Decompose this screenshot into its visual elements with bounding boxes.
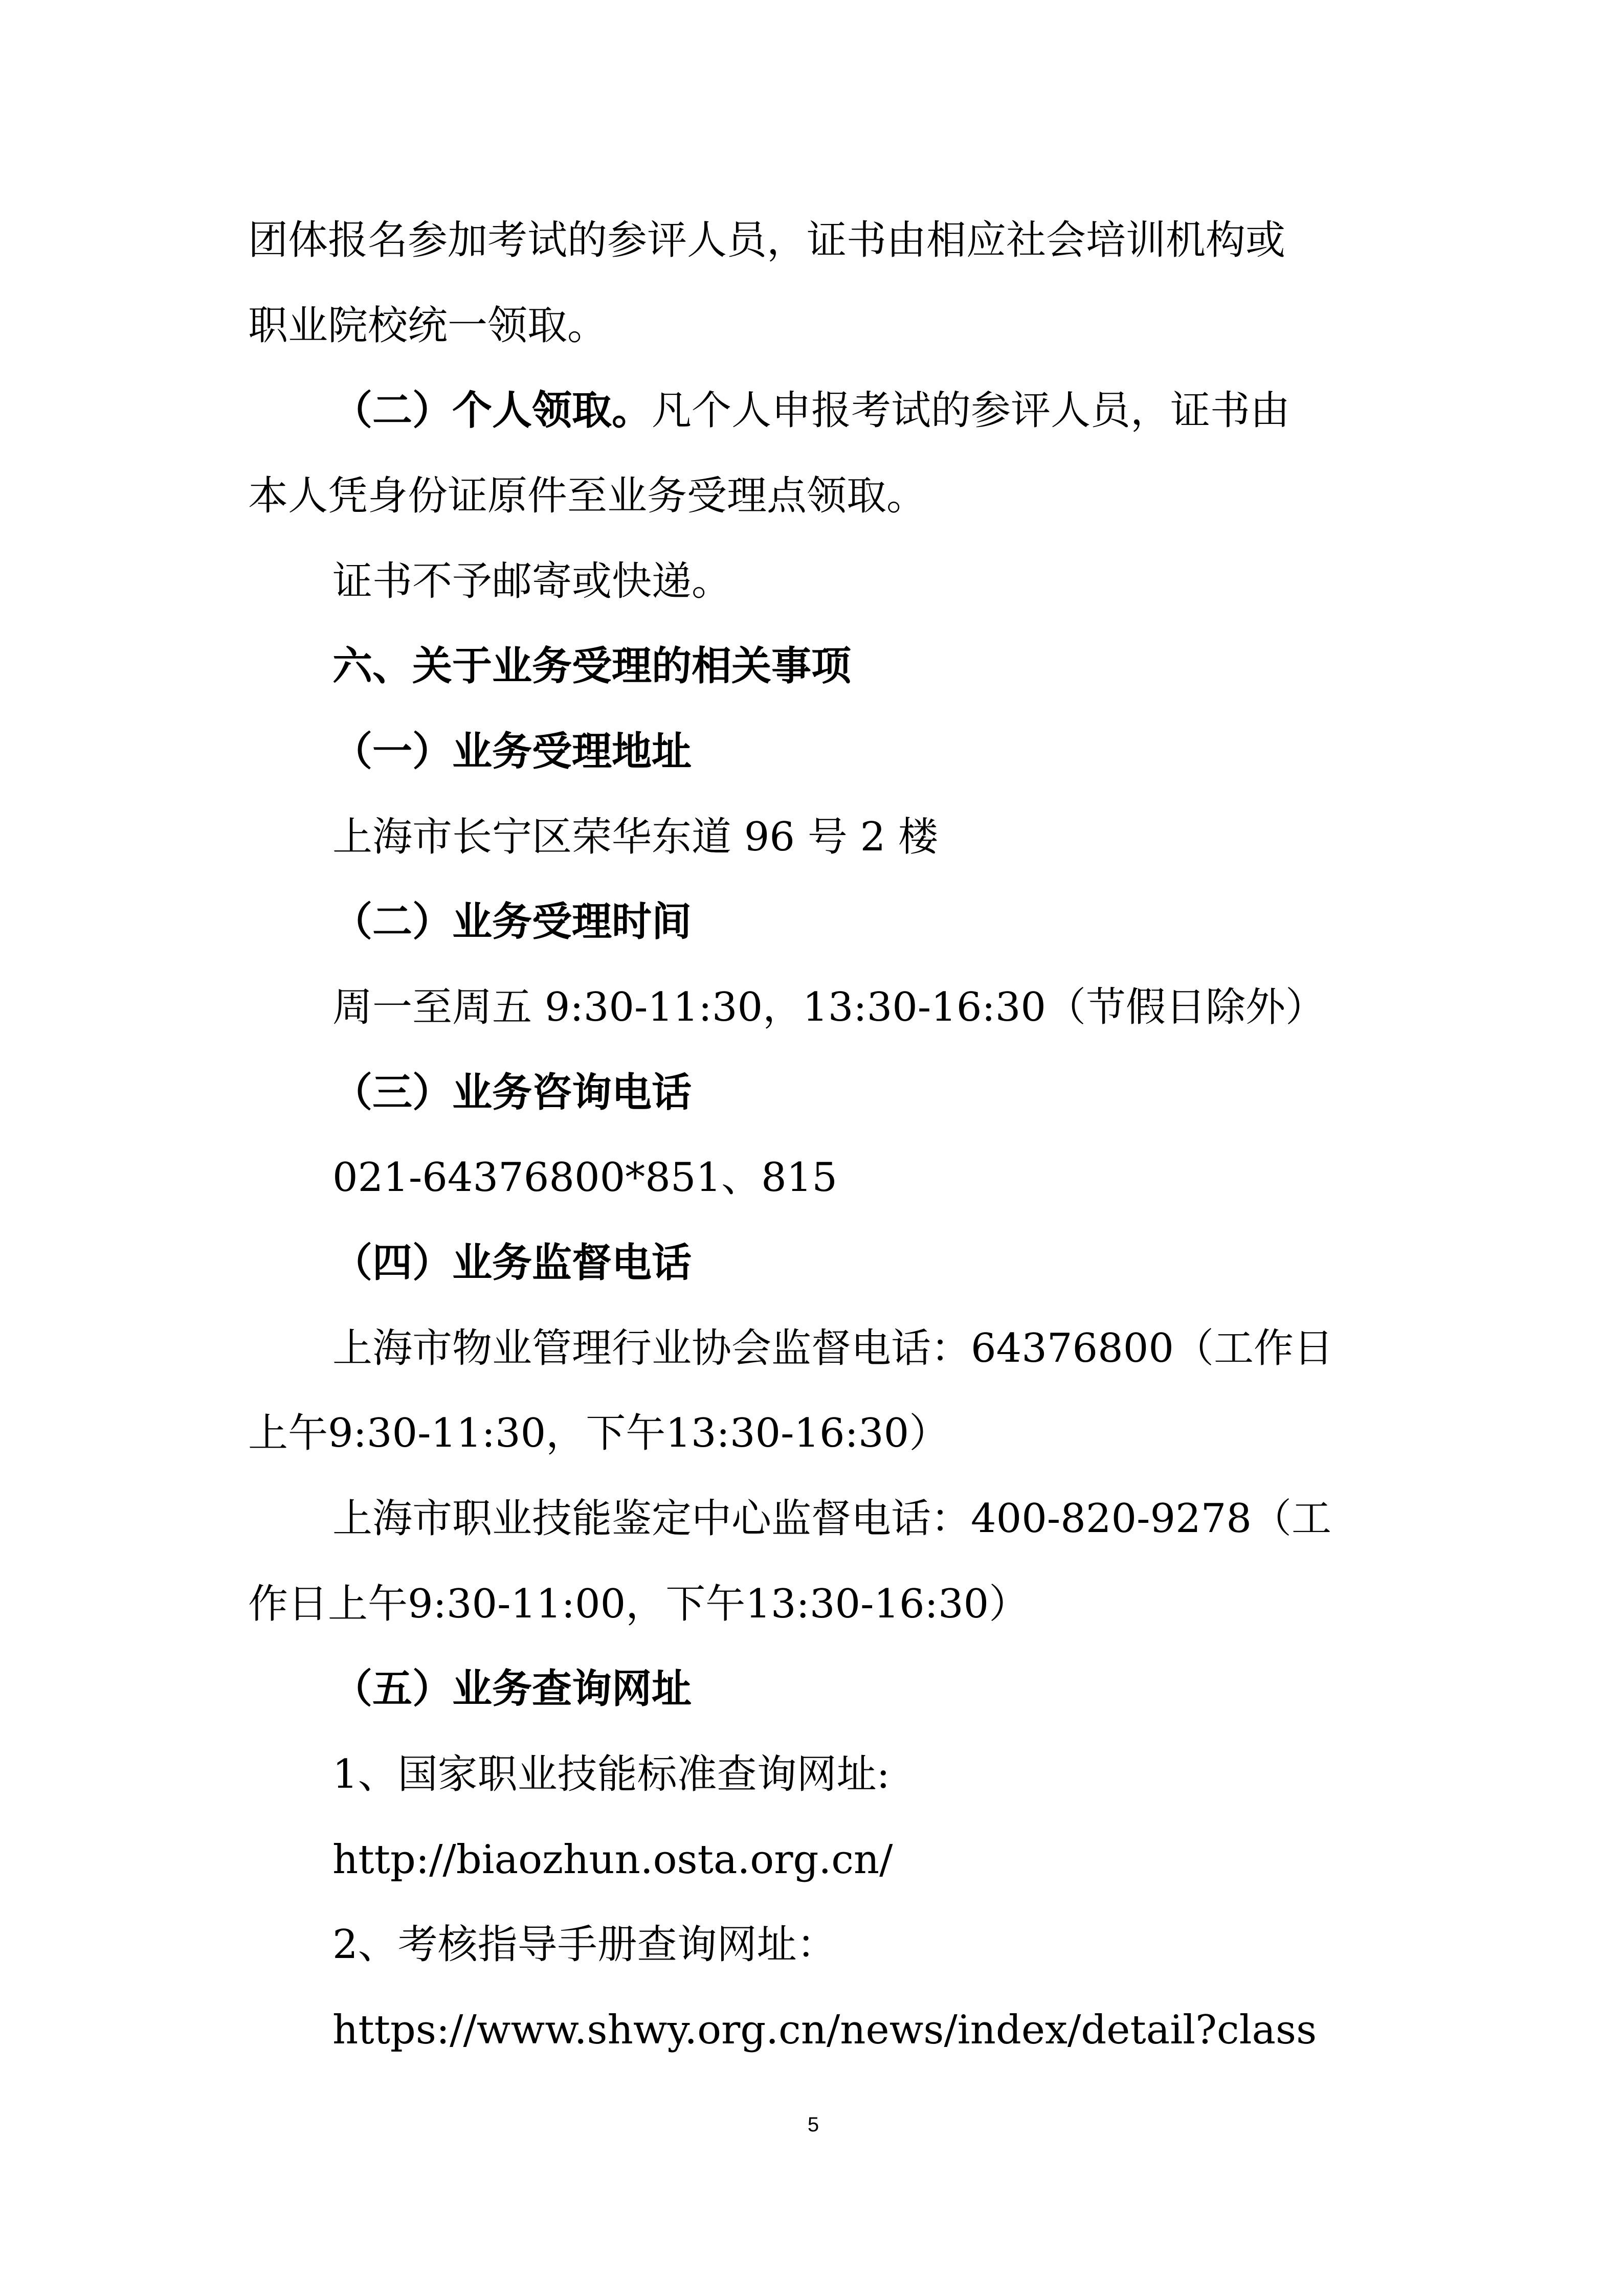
line-text: 团体报名参加考试的参评人员，证书由相应社会培训机构或	[248, 217, 1286, 263]
line-text: 上午9:30-11:30，下午13:30-16:30）	[248, 1410, 949, 1456]
subheading-text: （一）业务受理地址	[332, 729, 692, 775]
line-text: 职业院校统一领取。	[248, 303, 608, 349]
subheading-text: （二）个人领取。	[332, 388, 652, 434]
address-text: 上海市长宁区荣华东道 96 号 2 楼	[332, 814, 939, 860]
subheading-text: （四）业务监督电话	[332, 1240, 692, 1286]
url-line	[332, 2002, 1317, 2058]
subheading	[332, 1661, 692, 1717]
phone-text: 021-64376800*851、815	[332, 1155, 837, 1201]
url-text: http://biaozhun.osta.org.cn/	[332, 1837, 893, 1883]
paragraph-line	[332, 1746, 890, 1803]
page-number: 5	[807, 2113, 819, 2136]
line-text: 证书不予邮寄或快递。	[332, 558, 732, 604]
paragraph-line	[248, 1405, 949, 1461]
section-heading-text: 六、关于业务受理的相关事项	[332, 643, 852, 689]
paragraph-line	[332, 1917, 837, 1973]
line-text: 凡个人申报考试的参评人员，证书由	[652, 388, 1291, 434]
subheading	[332, 894, 692, 950]
subheading-text: （五）业务查询网址	[332, 1666, 692, 1712]
paragraph-line	[332, 809, 938, 865]
paragraph-line	[332, 1320, 1333, 1377]
paragraph-line	[332, 382, 1290, 439]
url-text: https://www.shwy.org.cn/news/index/detail?class	[332, 2007, 1317, 2053]
line-text: 作日上午9:30-11:00，下午13:30-16:30）	[248, 1581, 1029, 1627]
paragraph-line	[332, 1150, 837, 1206]
paragraph-line	[248, 1576, 1029, 1632]
paragraph-line	[332, 553, 731, 610]
line-text: 上海市物业管理行业协会监督电话：64376800（工作日	[332, 1325, 1334, 1371]
url-line	[332, 1832, 893, 1888]
paragraph-line	[248, 468, 926, 524]
paragraph-line	[248, 298, 607, 354]
line-text: 本人凭身份证原件至业务受理点领取。	[248, 473, 927, 519]
line-text: 1、国家职业技能标准查询网址:	[332, 1751, 890, 1797]
hours-text: 周一至周五 9:30-11:30，13:30-16:30（节假日除外）	[332, 984, 1326, 1030]
subheading	[332, 1235, 692, 1291]
line-text: 上海市职业技能鉴定中心监督电话：400-820-9278（工	[332, 1496, 1331, 1542]
paragraph-line	[332, 1491, 1331, 1547]
subheading-text: （三）业务咨询电话	[332, 1070, 692, 1116]
line-text: 2、考核指导手册查询网址：	[332, 1922, 837, 1968]
subheading-text: （二）业务受理时间	[332, 899, 692, 945]
section-heading	[332, 638, 851, 694]
subheading	[332, 1065, 692, 1121]
paragraph-line	[248, 212, 1285, 268]
subheading	[332, 724, 692, 780]
paragraph-line	[332, 979, 1325, 1036]
